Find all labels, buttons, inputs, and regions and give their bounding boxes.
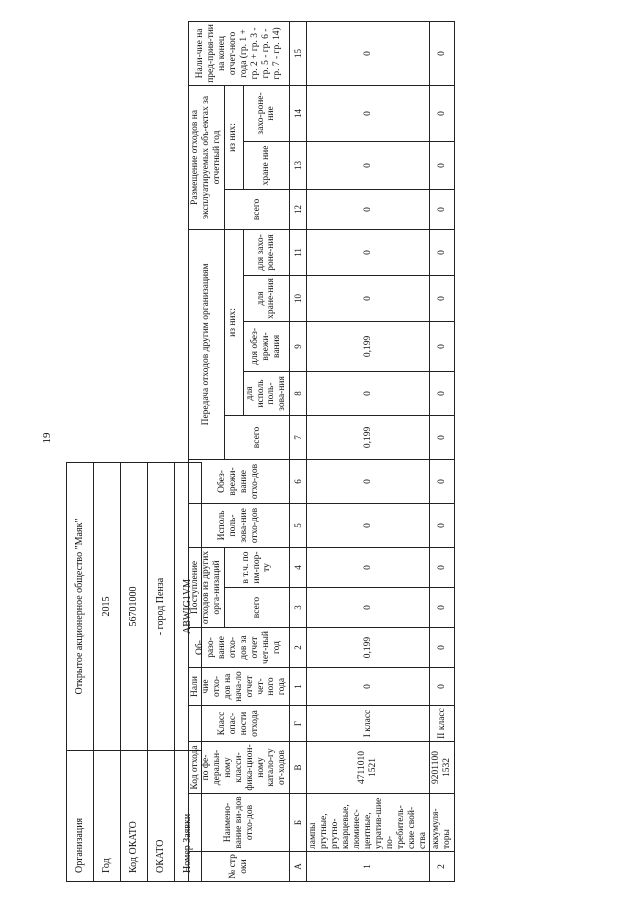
header-transfer: Передача отходов другим организациям [189,229,225,459]
info-label: Год [94,751,121,882]
cell-value: 0 [430,588,455,628]
cell-value: 0 [430,189,455,229]
rotated-page-content [74,22,540,882]
column-number: А [290,852,307,882]
header-placement-of-them: из них: [224,85,243,189]
cell-value: 0 [430,547,455,587]
info-label: Код ОКАТО [121,751,148,882]
info-row [67,463,94,882]
cell-value: 0 [430,668,455,706]
cell-value: 0 [307,21,430,85]
header-received-total: всего [224,588,290,628]
cell-value: 0,199 [307,415,430,459]
info-value: Открытое акционерное общество "Маяк" [67,463,94,751]
header-transfer-use: для исполь поль-зова-ния [243,371,290,415]
cell-value: 0 [307,371,430,415]
page-number: 19 [41,432,53,444]
header-used: Исполь поль-зова-ние отхо-дов [189,503,290,547]
cell-value: 0 [430,141,455,189]
table-row [430,21,455,881]
header-transfer-total: всего [224,415,290,459]
column-number: 2 [290,628,307,668]
column-number: 12 [290,189,307,229]
cell-value: 0 [430,275,455,321]
header-transfer-neutralize: для обез-врежи-вания [243,321,290,371]
cell-value: 0 [430,459,455,503]
table-row [307,21,430,881]
header-start-balance: Нали чие отхо-дов на нача-ло отчет чет-ного года [189,668,290,706]
cell-waste-code: 4711010 1521 [307,742,430,794]
waste-report-table [188,21,455,882]
info-value: 56701000 [121,463,148,751]
header-end-balance: Нали-чие на пред-прия-тии на конец отчет-ного года (гр. 1 + гр. 2 + гр. 3 - гр. 5 - гр. 6 - гр. 7 - гр. 14) [189,21,290,85]
header-placement: Размещение отходов на эксплуатируемых объ-ектах за отчетный год [189,85,225,229]
info-label: ОКАТО [148,751,175,882]
column-number: 9 [290,321,307,371]
info-label: Номер Заявки [175,751,202,882]
info-row [148,463,175,882]
organization-info-table [66,462,202,882]
column-number: 1 [290,668,307,706]
cell-value: 0 [430,21,455,85]
cell-hazard-class: I класс [307,706,430,742]
cell-value: 0 [307,547,430,587]
cell-value: 0 [307,588,430,628]
cell-row-number: 2 [430,852,455,882]
cell-value: 0 [430,503,455,547]
cell-value: 0 [430,85,455,141]
header-hazard-class: Класс опас-ности отхода [189,706,290,742]
header-transfer-of-them: из них: [224,229,243,415]
cell-value: 0 [430,415,455,459]
cell-value: 0,199 [307,628,430,668]
info-value: 2015 [94,463,121,751]
cell-value: 0 [307,668,430,706]
header-row-number: № стр оки [189,852,290,882]
cell-value: 0 [307,85,430,141]
cell-waste-name: лампы ртутные, ртутно-кварцевые, люминес-центные, утратив-шие по-требитель-ские свой-ства [307,794,430,852]
header-transfer-bury: для захо-роне-ния [243,229,290,275]
info-row [121,463,148,882]
cell-value: 0 [307,189,430,229]
cell-value: 0,199 [307,321,430,371]
column-number: 11 [290,229,307,275]
header-waste-name: Наимено-вание ви-дов отхо-дов [189,794,290,852]
column-number: В [290,742,307,794]
header-transfer-store: для хране-ния [243,275,290,321]
cell-row-number: 1 [307,852,430,882]
header-neutralized: Обез-врежи-вание отхо-дов [189,459,290,503]
column-number: 4 [290,547,307,587]
column-number: Б [290,794,307,852]
header-placement-bury: захо-роне-ние [243,85,290,141]
header-received: Поступление отходов из других орга-низаций [189,547,225,627]
cell-value: 0 [430,371,455,415]
column-number: 10 [290,275,307,321]
header-waste-code: Код отхода по фе-деральн-ному класси-фика-цион-ному катало-гу от-ходов [189,742,290,794]
column-number: Г [290,706,307,742]
header-placement-store: хране ние [243,141,290,189]
info-value: ABWIG1VM [175,463,202,751]
cell-value: 0 [307,275,430,321]
cell-value: 0 [430,321,455,371]
column-number: 5 [290,503,307,547]
column-number: 13 [290,141,307,189]
cell-waste-name: аккумуля-торы [430,794,455,852]
cell-waste-code: 9201100 1532 [430,742,455,794]
info-row [94,463,121,882]
header-formed: Об-разо-вание отхо-дов за отчет чет-ный год [189,628,290,668]
info-value: - город Пенза [148,463,175,751]
column-number: 15 [290,21,307,85]
cell-value: 0 [307,229,430,275]
header-received-import: в т.ч. по им-пор-ту [224,547,290,587]
column-number: 14 [290,85,307,141]
cell-value: 0 [307,459,430,503]
column-number: 6 [290,459,307,503]
column-number: 8 [290,371,307,415]
column-number: 7 [290,415,307,459]
cell-value: 0 [307,503,430,547]
cell-value: 0 [307,141,430,189]
cell-hazard-class: II класс [430,706,455,742]
cell-value: 0 [430,229,455,275]
cell-value: 0 [430,628,455,668]
column-number: 3 [290,588,307,628]
header-placement-total: всего [224,189,290,229]
column-number-row [290,21,307,881]
info-label: Организация [67,751,94,882]
